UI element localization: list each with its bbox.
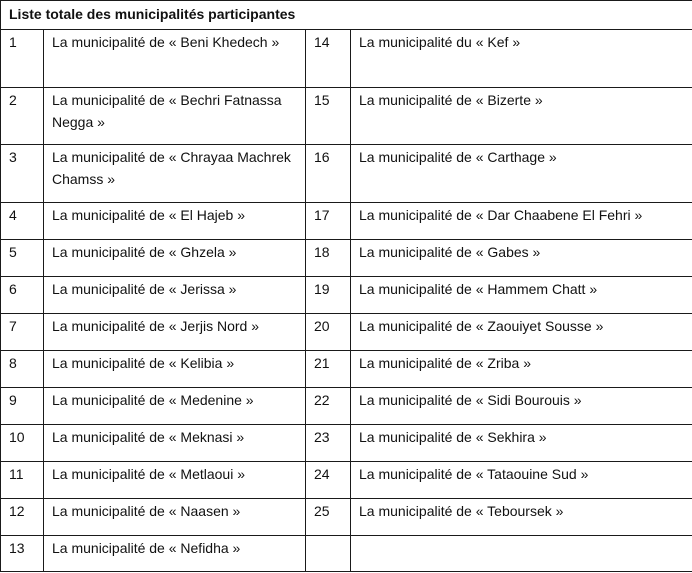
- left-municipality-cell: La municipalité de « Chrayaa Machrek Chamss »: [44, 145, 306, 203]
- right-number-cell: 15: [306, 88, 351, 145]
- left-number-cell: 9: [1, 388, 44, 425]
- table-row: [1, 499, 692, 536]
- left-number-cell: 1: [1, 30, 44, 88]
- left-municipality-cell: La municipalité de « El Hajeb »: [44, 203, 306, 240]
- left-number-cell: 8: [1, 351, 44, 388]
- right-municipality-cell: La municipalité du « Kef »: [351, 30, 692, 88]
- right-number-cell: 19: [306, 277, 351, 314]
- table-row: [1, 388, 692, 425]
- right-number-cell: 18: [306, 240, 351, 277]
- left-municipality-cell: La municipalité de « Medenine »: [44, 388, 306, 425]
- right-municipality-cell: La municipalité de « Gabes »: [351, 240, 692, 277]
- right-number-cell: 22: [306, 388, 351, 425]
- left-municipality-cell: La municipalité de « Bechri Fatnassa Negga »: [44, 88, 306, 145]
- right-number-cell: [306, 536, 351, 572]
- right-number-cell: 24: [306, 462, 351, 499]
- right-number-cell: 23: [306, 425, 351, 462]
- left-number-cell: 10: [1, 425, 44, 462]
- right-municipality-cell: [351, 536, 692, 572]
- table-title: Liste totale des municipalités participantes: [1, 1, 692, 30]
- right-number-cell: 21: [306, 351, 351, 388]
- right-municipality-cell: La municipalité de « Zriba »: [351, 351, 692, 388]
- left-number-cell: 2: [1, 88, 44, 145]
- left-municipality-cell: La municipalité de « Naasen »: [44, 499, 306, 536]
- right-number-cell: 25: [306, 499, 351, 536]
- left-municipality-cell: La municipalité de « Kelibia »: [44, 351, 306, 388]
- left-number-cell: 5: [1, 240, 44, 277]
- left-number-cell: 13: [1, 536, 44, 572]
- right-municipality-cell: La municipalité de « Sekhira »: [351, 425, 692, 462]
- left-municipality-cell: La municipalité de « Beni Khedech »: [44, 30, 306, 88]
- left-number-cell: 11: [1, 462, 44, 499]
- table-row: [1, 536, 692, 572]
- left-number-cell: 3: [1, 145, 44, 203]
- table-row: [1, 30, 692, 88]
- right-number-cell: 17: [306, 203, 351, 240]
- left-municipality-cell: La municipalité de « Ghzela »: [44, 240, 306, 277]
- right-municipality-cell: La municipalité de « Hammem Chatt »: [351, 277, 692, 314]
- table-row: [1, 314, 692, 351]
- right-number-cell: 20: [306, 314, 351, 351]
- left-municipality-cell: La municipalité de « Jerjis Nord »: [44, 314, 306, 351]
- table-row: [1, 277, 692, 314]
- left-number-cell: 6: [1, 277, 44, 314]
- left-number-cell: 4: [1, 203, 44, 240]
- left-municipality-cell: La municipalité de « Metlaoui »: [44, 462, 306, 499]
- left-number-cell: 12: [1, 499, 44, 536]
- table-row: [1, 203, 692, 240]
- table-row: [1, 425, 692, 462]
- table-row: [1, 88, 692, 145]
- right-municipality-cell: La municipalité de « Sidi Bourouis »: [351, 388, 692, 425]
- right-municipality-cell: La municipalité de « Zaouiyet Sousse »: [351, 314, 692, 351]
- left-municipality-cell: La municipalité de « Meknasi »: [44, 425, 306, 462]
- table-row: [1, 462, 692, 499]
- right-municipality-cell: La municipalité de « Bizerte »: [351, 88, 692, 145]
- left-municipality-cell: La municipalité de « Jerissa »: [44, 277, 306, 314]
- left-number-cell: 7: [1, 314, 44, 351]
- right-number-cell: 16: [306, 145, 351, 203]
- table-row: [1, 145, 692, 203]
- right-municipality-cell: La municipalité de « Carthage »: [351, 145, 692, 203]
- right-number-cell: 14: [306, 30, 351, 88]
- right-municipality-cell: La municipalité de « Teboursek »: [351, 499, 692, 536]
- table-title-row: [1, 1, 692, 30]
- table-row: [1, 351, 692, 388]
- left-municipality-cell: La municipalité de « Nefidha »: [44, 536, 306, 572]
- right-municipality-cell: La municipalité de « Dar Chaabene El Fehri »: [351, 203, 692, 240]
- table-row: [1, 240, 692, 277]
- right-municipality-cell: La municipalité de « Tataouine Sud »: [351, 462, 692, 499]
